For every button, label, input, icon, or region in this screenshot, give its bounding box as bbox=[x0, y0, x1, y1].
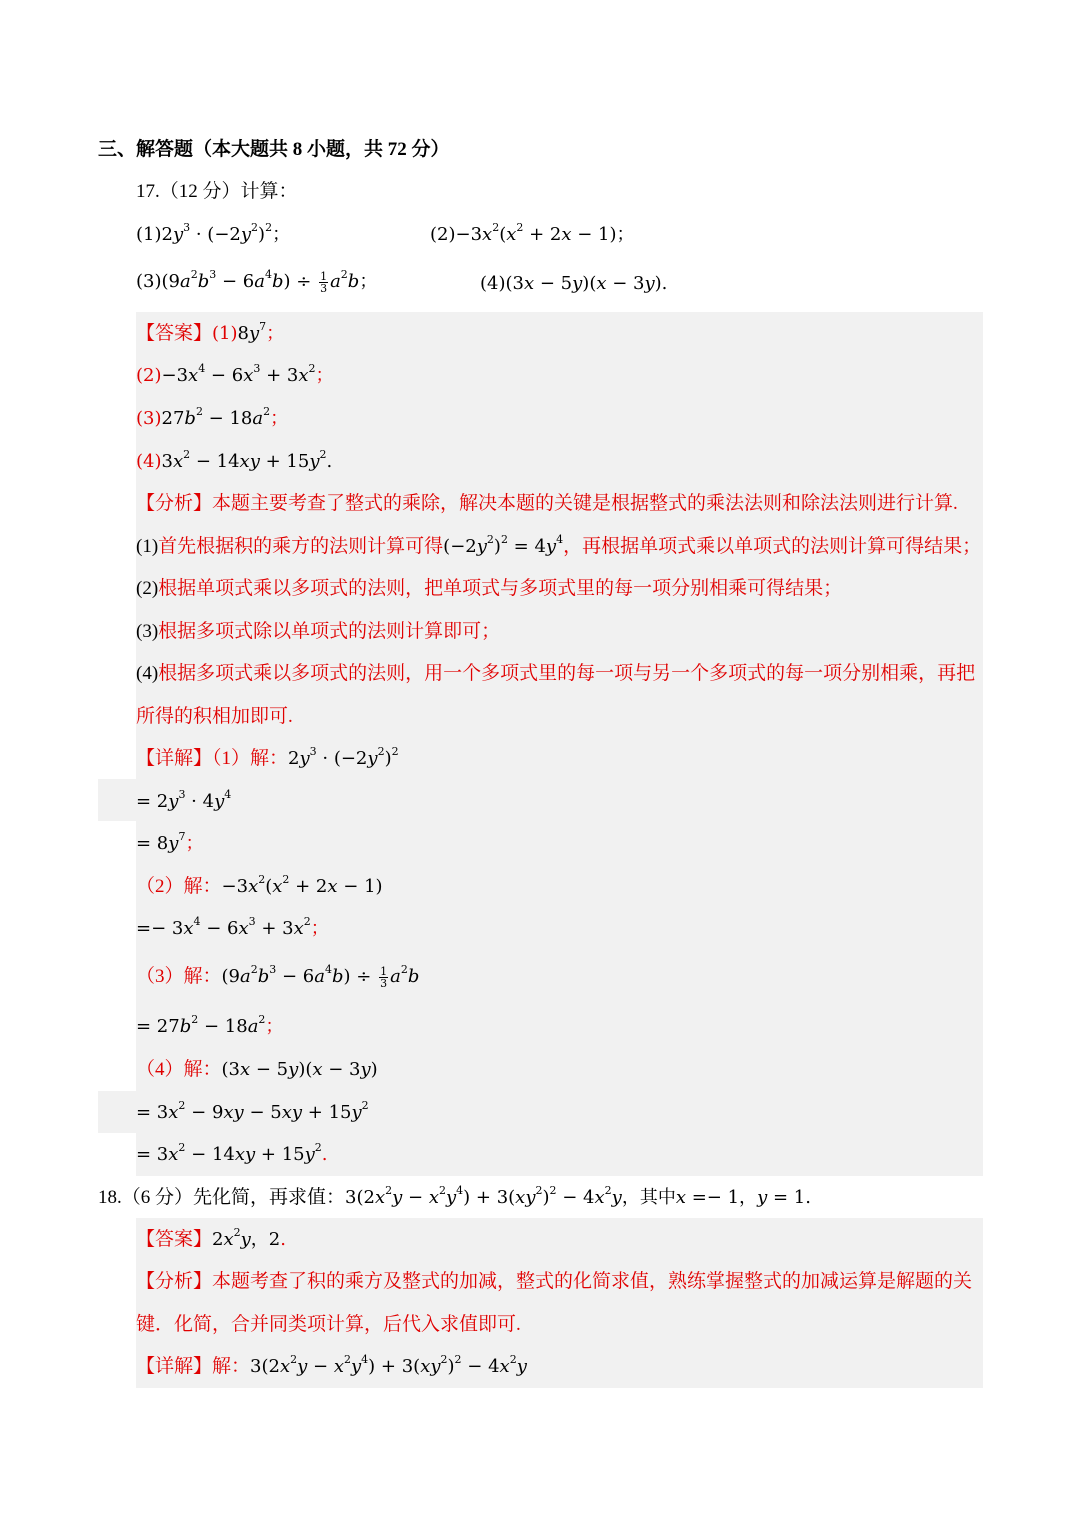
q17-analysis-4-cont: 所得的积相加即可. bbox=[136, 706, 293, 727]
q18-analysis-label: 【分析】 bbox=[136, 1271, 213, 1292]
section-title: 三、解答题（本大题共 8 小题，共 72 分） bbox=[98, 139, 450, 160]
q17-analysis bbox=[136, 492, 958, 516]
q17-detail-1: 【详解】（1）解：$2y^3 \cdot (-2y^2)^2$ bbox=[136, 745, 399, 769]
q18-analysis bbox=[136, 1270, 972, 1294]
detail-1-label: （1）解： bbox=[212, 748, 289, 769]
detail-3-label: （3）解： bbox=[136, 966, 222, 987]
detail-label: 【详解】 bbox=[136, 748, 213, 769]
analysis-label: 【分析】 bbox=[136, 493, 213, 514]
q17-answer-1: 【答案】$(1)8y^7$； bbox=[136, 320, 285, 344]
q17-problem-4: (4)(3x − 5y)(x − 3y). bbox=[480, 273, 668, 294]
q18-header-text: 18.（6 分）先化简，再求值： bbox=[98, 1187, 346, 1208]
q18-answer-label: 【答案】 bbox=[136, 1229, 213, 1250]
q17-detail-3: （3）解：$(9a^2b^3 - 6a^4b)$ ÷ $\frac{1}{3}$ $a^2b$ bbox=[136, 963, 420, 990]
analysis-text: 本题主要考查了整式的乘除，解决本题的关键是根据整式的乘法法则和除法法则进行计算. bbox=[212, 493, 958, 514]
q18-detail: 【详解】解：$3(2x^2y - x^2y^4) + 3(xy^2)^2 - 4x^2y$ bbox=[136, 1353, 527, 1377]
q18-answer: 【答案】$2x^2y$，2. bbox=[136, 1226, 286, 1250]
analysis-4-text: 根据多项式乘以多项式的法则，用一个多项式里的每一项与另一个多项式的每一项分别相乘，再把 bbox=[158, 663, 976, 684]
q17-detail-4-step-1: = $3x^2 - 9xy - 5xy + 15y^2$ bbox=[136, 1099, 369, 1123]
q17-analysis-2: (2)根据单项式乘以多项式的法则，把单项式与多项式里的每一项分别相乘可得结果； bbox=[136, 578, 843, 599]
q17-problem-1: $(1)2y^3 \cdot (-2y^2)^2$； bbox=[136, 221, 291, 245]
q17-answer-3: $(3)27b^2 - 18a^2$； bbox=[136, 405, 289, 429]
answer-label: 【答案】 bbox=[136, 323, 213, 344]
q18-detail-solve: 解： bbox=[212, 1356, 251, 1377]
analysis-3-text: 根据多项式除以单项式的法则计算即可； bbox=[158, 621, 501, 642]
q17-analysis-3: (3)根据多项式除以单项式的法则计算即可； bbox=[136, 621, 501, 642]
q17-answer-2: $(2)-3x^4 - 6x^3 + 3x^2$； bbox=[136, 362, 334, 386]
q17-detail-3-step-1: = $27b^2 - 18a^2$； bbox=[136, 1013, 284, 1037]
analysis-1-text-b: ，再根据单项式乘以单项式的法则计算可得结果； bbox=[563, 536, 982, 557]
q17-detail-1-step-2: = $8y^7$； bbox=[136, 830, 204, 854]
q18-header: 18.（6 分）先化简，再求值：$3(2x^2y - x^2y^4) + 3(xy^2)^2 - 4x^2y$，其中x =− 1，y = 1. bbox=[98, 1184, 811, 1208]
q17-solution-indent-shade-1 bbox=[98, 779, 138, 821]
q17-analysis-1: (1)首先根据积的乘方的法则计算可得$(-2y^2)^2 = 4y^4$，再根据单项式乘以单项式的法则计算可得结果； bbox=[136, 533, 982, 557]
detail-4-label: （4）解： bbox=[136, 1059, 222, 1080]
q17-detail-4: （4）解：(3x − 5y)(x − 3y) bbox=[136, 1059, 378, 1080]
analysis-2-text: 根据单项式乘以多项式的法则，把单项式与多项式里的每一项分别相乘可得结果； bbox=[158, 578, 843, 599]
q18-analysis-cont: 键．化简，合并同类项计算，后代入求值即可. bbox=[136, 1314, 521, 1335]
q17-problem-2: $(2)-3x^2(x^2 + 2x - 1)$； bbox=[430, 221, 635, 245]
q17-detail-2: （2）解：$-3x^2(x^2 + 2x - 1)$ bbox=[136, 873, 383, 897]
q17-detail-1-step-1: = $2y^3 \cdot 4y^4$ bbox=[136, 788, 232, 812]
q17-problem-3: $(3)(9a^2b^3 - 6a^4b)$ ÷ $\frac{1}{3}$ $a^2b$； bbox=[136, 268, 378, 295]
analysis-1-text: 首先根据积的乘方的法则计算可得 bbox=[158, 536, 444, 557]
q18-analysis-text: 本题考查了积的乘方及整式的加减，整式的化简求值，熟练掌握整式的加减运算是解题的关 bbox=[212, 1271, 973, 1292]
detail-2-label: （2）解： bbox=[136, 876, 222, 897]
q18-detail-label: 【详解】 bbox=[136, 1356, 213, 1377]
q17-solution-indent-shade-2 bbox=[98, 1091, 138, 1133]
q17-answer-4: $(4)3x^2 - 14xy + 15y^2$. bbox=[136, 448, 333, 472]
q17-header: 17.（12 分）计算： bbox=[136, 181, 298, 202]
q17-analysis-4: (4)根据多项式乘以多项式的法则，用一个多项式里的每一项与另一个多项式的每一项分别相乘，再把 bbox=[136, 663, 976, 684]
q17-detail-4-step-2: = $3x^2 - 14xy + 15y^2$. bbox=[136, 1141, 328, 1165]
q17-solution-background bbox=[136, 312, 983, 1176]
q17-detail-2-step-1: =− $3x^4 - 6x^3 + 3x^2$； bbox=[136, 915, 329, 939]
